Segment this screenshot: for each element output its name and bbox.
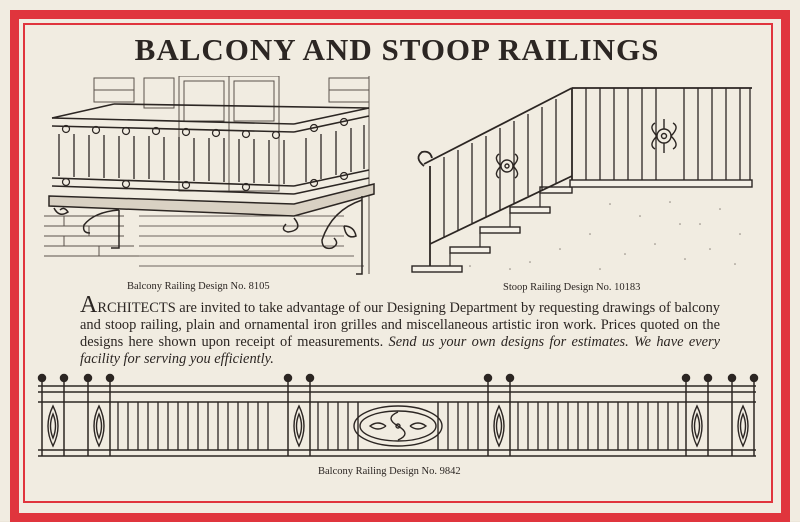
body-paragraph	[80, 292, 720, 368]
balcony-railing-9842-illustration	[34, 372, 764, 464]
page-title: BALCONY AND STOOP RAILINGS	[134, 32, 660, 67]
caption-10183: Stoop Railing Design No. 10183	[503, 282, 641, 293]
body-italic-text: Send us your own designs for estimates. We have every facility for serving you efficiently.	[80, 334, 720, 367]
body-main-text: are invited to take advantage of our Designing Department by requesting drawings of balcony and stoop railing, plain and ornamental iron grilles and miscellaneous artistic iron work. Prices quoted on the designs here shown upon receipt of measurements.	[80, 300, 720, 350]
drop-cap: A	[80, 292, 98, 318]
caption-8105: Balcony Railing Design No. 8105	[127, 281, 270, 292]
balcony-railing-8105-illustration	[44, 76, 384, 276]
caps-word: RCHITECTS	[97, 300, 176, 316]
caption-9842: Balcony Railing Design No. 9842	[318, 466, 461, 477]
stoop-railing-10183-illustration	[410, 84, 760, 280]
